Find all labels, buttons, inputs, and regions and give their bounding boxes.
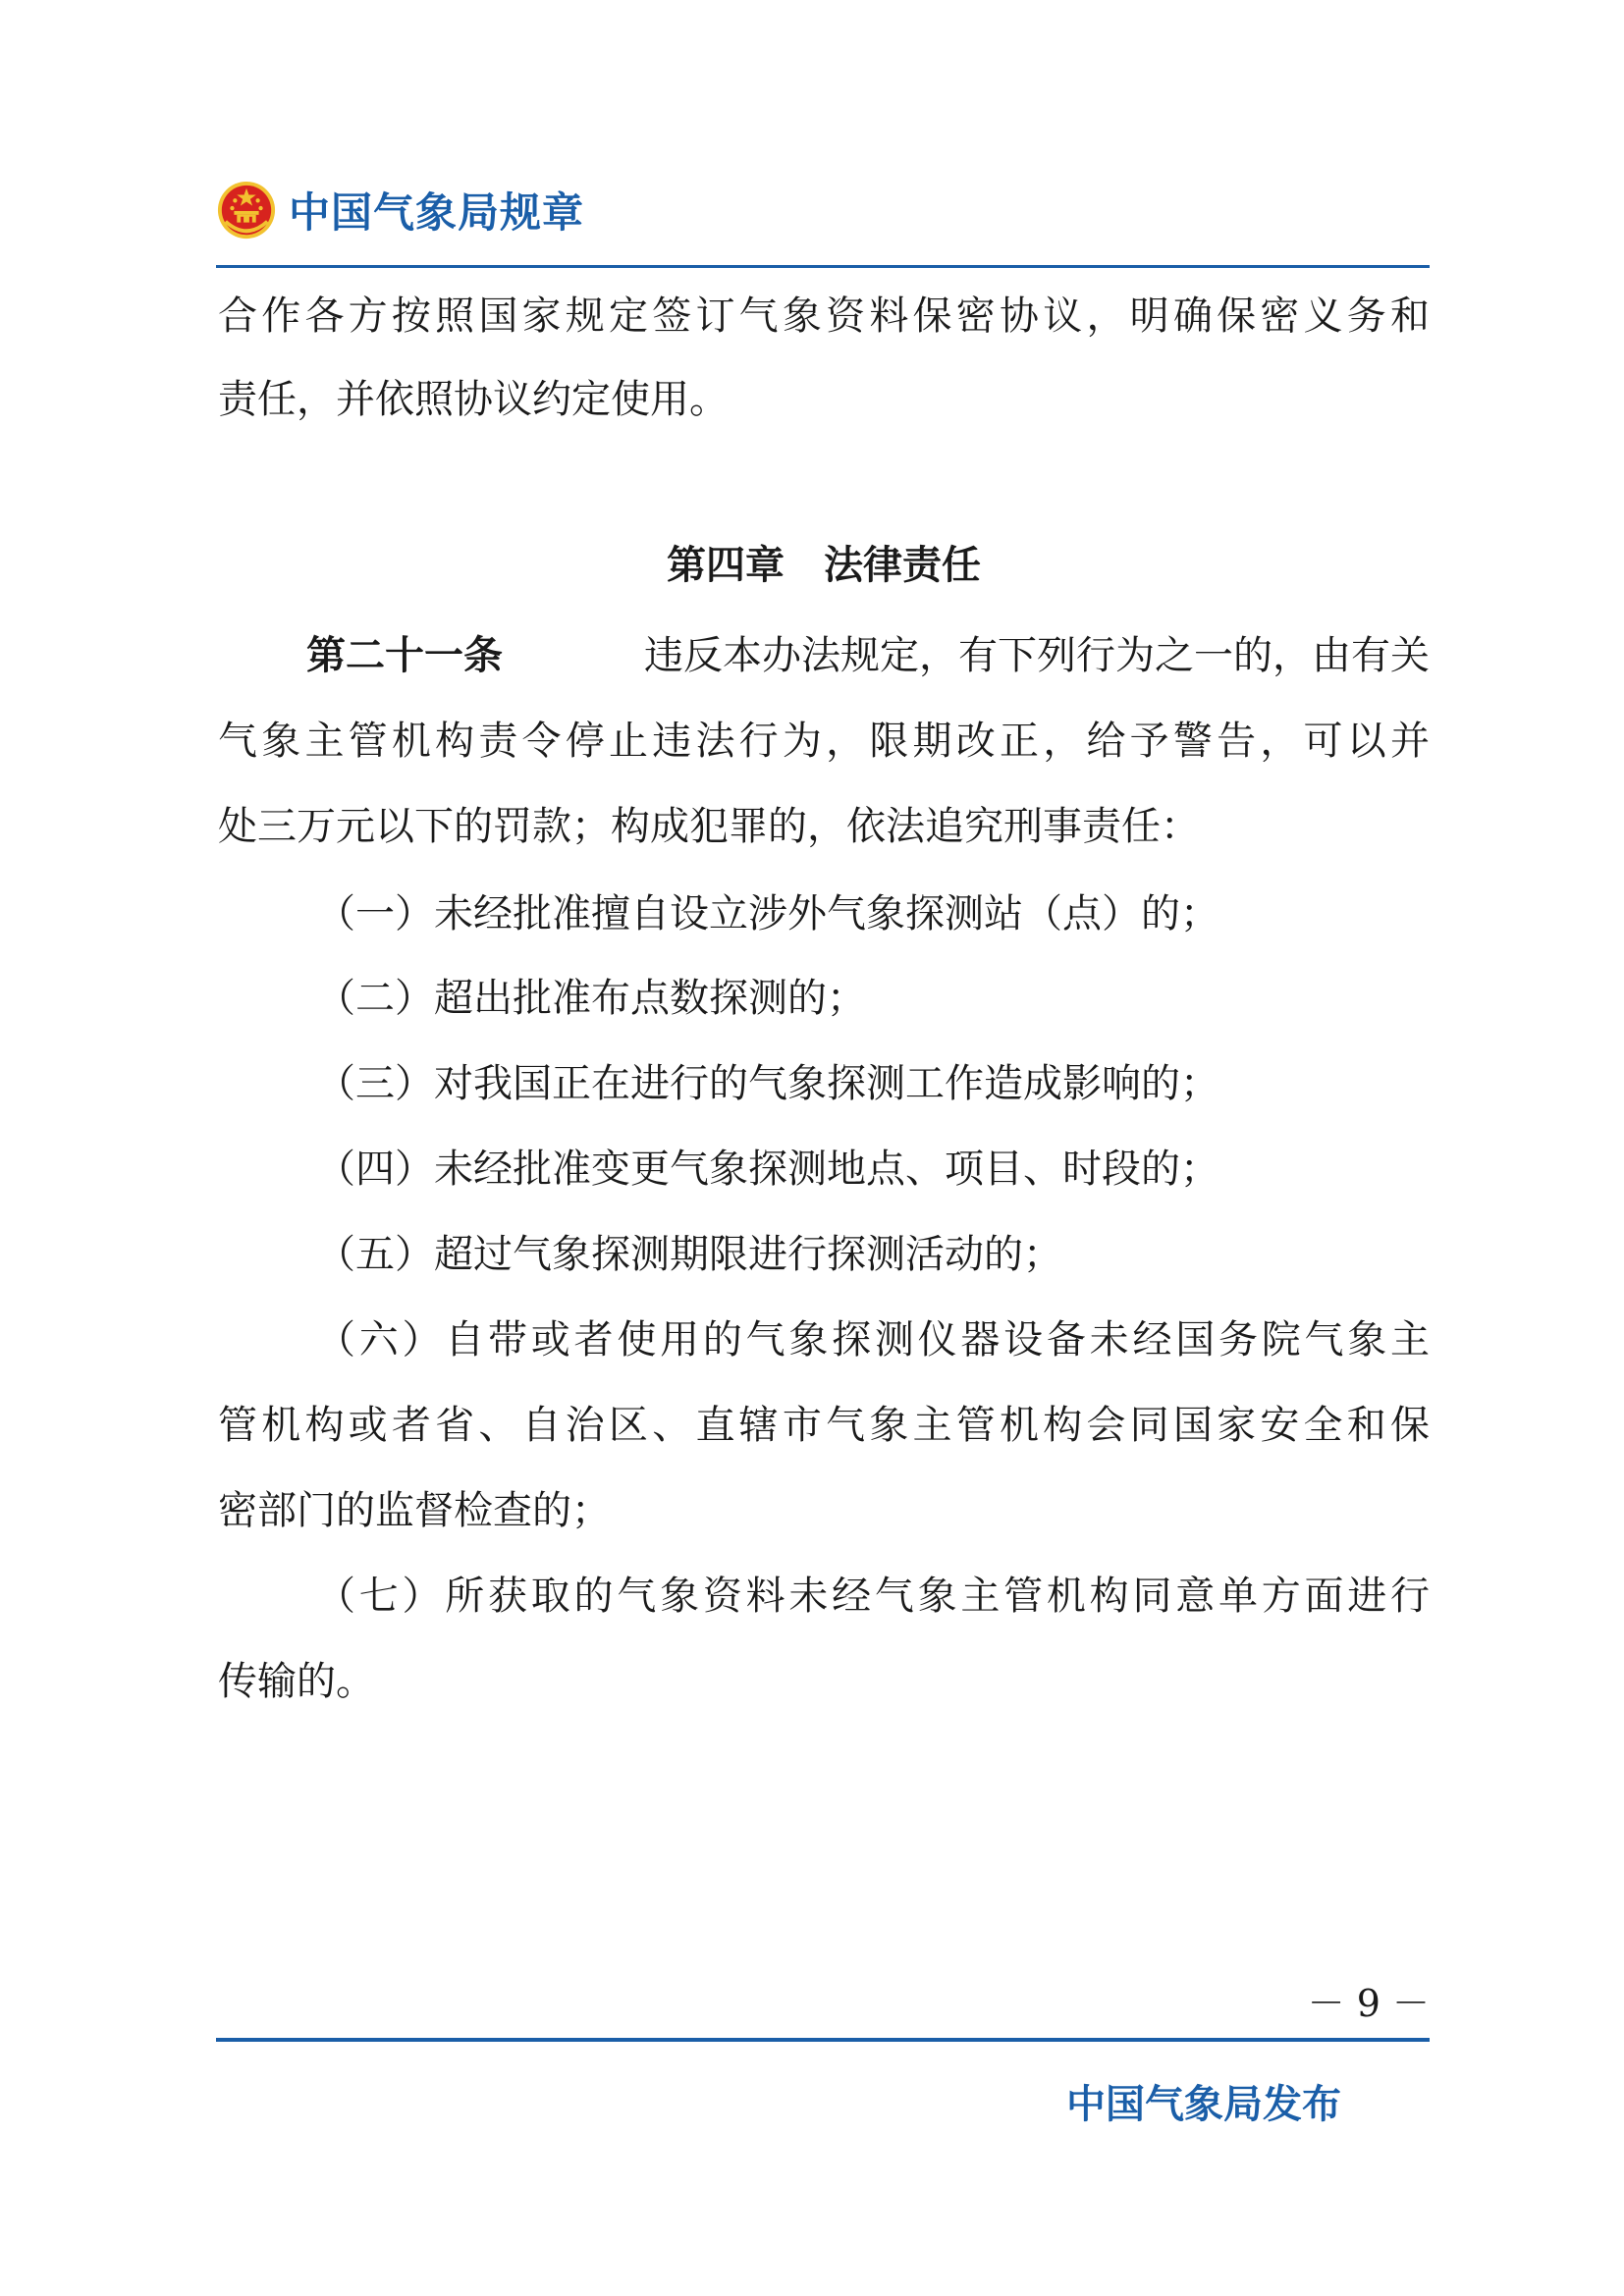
paragraph-line: 责任，并依照协议约定使用。 bbox=[218, 377, 729, 422]
list-item: （五）超过气象探测期限进行探测活动的； bbox=[316, 1232, 1062, 1277]
paragraph-line: 气象主管机构责令停止违法行为，限期改正，给予警告，可以并 bbox=[218, 719, 1430, 764]
article-first-line bbox=[306, 628, 1430, 683]
list-item: （二）超出批准布点数探测的； bbox=[316, 976, 866, 1021]
list-item: （六）自带或者使用的气象探测仪器设备未经国务院气象主 bbox=[316, 1317, 1430, 1362]
list-item: （三）对我国正在进行的气象探测工作造成影响的； bbox=[316, 1061, 1219, 1106]
header-divider bbox=[216, 265, 1430, 268]
national-emblem-icon bbox=[216, 180, 277, 240]
list-item: （七）所获取的气象资料未经气象主管机构同意单方面进行 bbox=[316, 1574, 1430, 1619]
paragraph-line: 合作各方按照国家规定签订气象资料保密协议，明确保密义务和 bbox=[218, 294, 1430, 339]
list-item-continuation: 密部门的监督检查的； bbox=[218, 1488, 611, 1533]
list-item-continuation: 管机构或者省、自治区、直辖市气象主管机构会同国家安全和保 bbox=[218, 1403, 1430, 1448]
paragraph-line: 处三万元以下的罚款；构成犯罪的，依法追究刑事责任： bbox=[218, 804, 1200, 849]
footer-divider bbox=[216, 2038, 1430, 2042]
page-number: － 9 － bbox=[1307, 1982, 1430, 2025]
chapter-title: 第四章 法律责任 bbox=[667, 543, 981, 588]
article-text: 违反本办法规定，有下列行为之一的，由有关 bbox=[644, 633, 1430, 678]
footer-publisher: 中国气象局发布 bbox=[1066, 2082, 1341, 2127]
page-header bbox=[216, 175, 584, 245]
header-title: 中国气象局规章 bbox=[289, 188, 585, 237]
list-item: （四）未经批准变更气象探测地点、项目、时段的； bbox=[316, 1147, 1219, 1192]
list-item-continuation: 传输的。 bbox=[218, 1659, 375, 1704]
list-item: （一）未经批准擅自设立涉外气象探测站（点）的； bbox=[316, 891, 1219, 936]
article-label: 第二十一条 bbox=[306, 633, 503, 678]
